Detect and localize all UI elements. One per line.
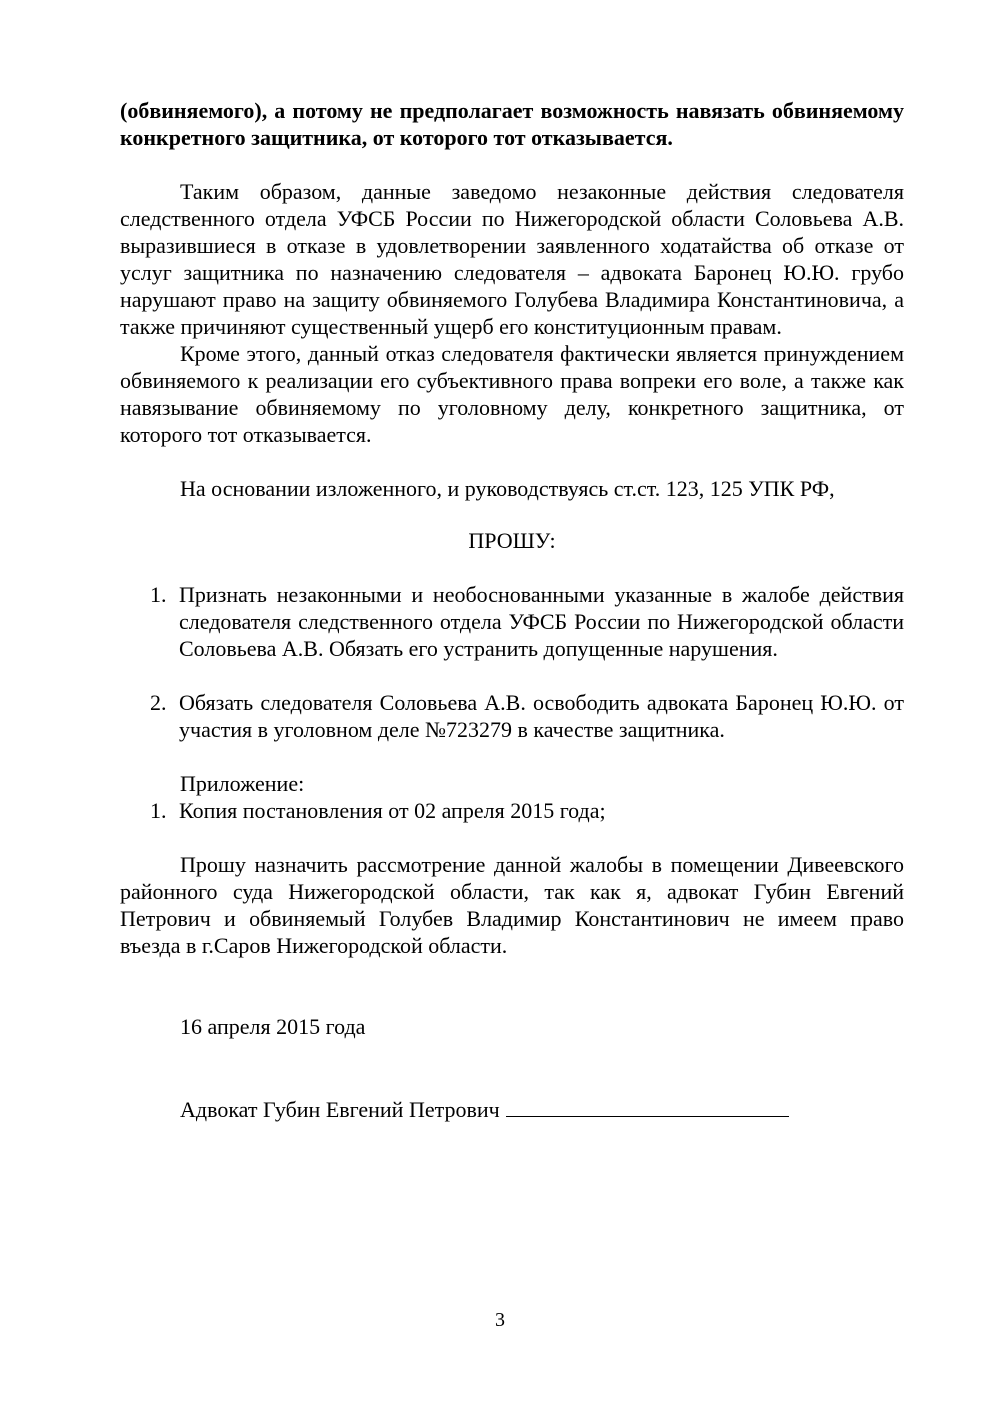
document-page	[120, 97, 904, 1123]
attachment-heading: Приложение:	[180, 771, 305, 796]
signature-block	[120, 1094, 904, 1123]
request-item-1	[120, 581, 904, 662]
request-item-2	[120, 689, 904, 743]
signature-label: Адвокат Губин Евгений Петрович	[180, 1097, 500, 1122]
conclusion-paragraph: Таким образом, данные заведомо незаконные действия следователя следственного отдела УФСБ России по Нижегородской области Соловьева А.В. выразившиеся в отказе в удовлетворении заявленного ходатайства об отказе от услуг защитника по назначению следователя – адвоката Баронец Ю.Ю. грубо нарушают право на защиту обвиняемого Голубева Владимира Константиновича, а также причиняют существенный ущерб его конституционным правам.	[120, 179, 904, 339]
attachment-item-1	[120, 797, 904, 824]
request-item-1-number: 1.	[150, 582, 167, 607]
request-item-2-number: 2.	[150, 690, 167, 715]
signature-line	[506, 1094, 789, 1117]
attachment-item-1-text: Копия постановления от 02 апреля 2015 года;	[179, 798, 606, 823]
coercion-paragraph: Кроме этого, данный отказ следователя фактически является принуждением обвиняемого к реализации его субъективного права вопреки его воле, а также как навязывание обвиняемому по уголовному делу, конкретного защитника, от которого тот отказывается.	[120, 341, 904, 447]
request-item-2-text: Обязать следователя Соловьева А.В. освободить адвоката Баронец Ю.Ю. от участия в уголовном деле №723279 в качестве защитника.	[179, 690, 904, 742]
venue-request-paragraph: Прошу назначить рассмотрение данной жалобы в помещении Дивеевского районного суда Нижегородской области, так как я, адвокат Губин Евгений Петрович и обвиняемый Голубев Владимир Константинович не имеем право въезда в г.Саров Нижегородской области.	[120, 852, 904, 958]
intro-bold-paragraph: (обвиняемого), а потому не предполагает возможность навязать обвиняемому конкретного защитника, от которого тот отказывается.	[120, 98, 904, 150]
request-item-1-text: Признать незаконными и необоснованными указанные в жалобе действия следователя следственного отдела УФСБ России по Нижегородской области Соловьева А.В. Обязать его устранить допущенные нарушения.	[179, 582, 904, 661]
page-number: 3	[495, 1309, 505, 1331]
legal-basis-paragraph: На основании изложенного, и руководствуясь ст.ст. 123, 125 УПК РФ,	[180, 476, 835, 501]
document-date: 16 апреля 2015 года	[180, 1014, 366, 1039]
request-heading: ПРОШУ:	[468, 528, 556, 553]
attachment-item-1-number: 1.	[150, 798, 167, 823]
